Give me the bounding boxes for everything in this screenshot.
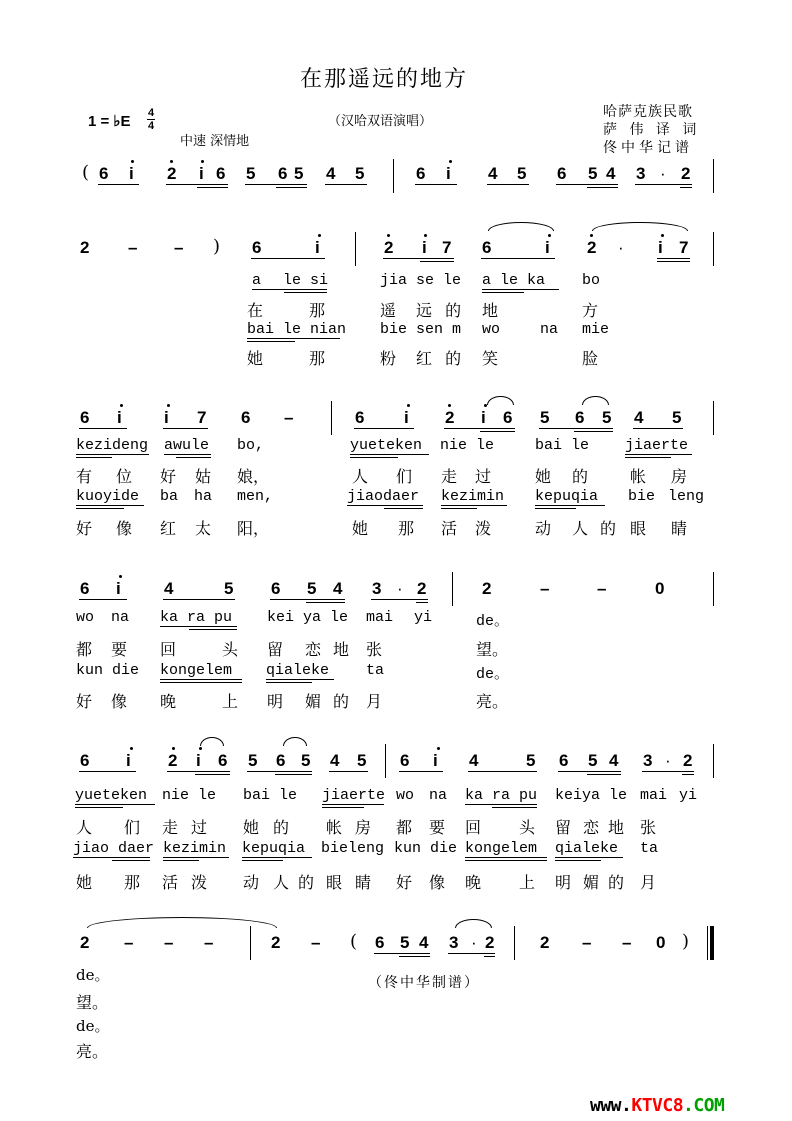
dash: – [311, 933, 321, 952]
lyric: awule [164, 437, 210, 454]
time-sig-top: 4 [147, 107, 155, 119]
lyric: bie sen m [380, 321, 462, 338]
dash: – [204, 933, 214, 952]
note: i [446, 164, 451, 183]
note: 6 [355, 408, 365, 427]
lyric-cn: 粉 [380, 349, 397, 368]
lyric-cn: 的 [572, 467, 589, 486]
note: 5 [357, 751, 367, 770]
lyric-cn: 人 [352, 467, 369, 486]
lyric-cn: 眼 [326, 873, 343, 892]
lyric: jiaerte [322, 787, 386, 804]
time-signature [147, 108, 155, 131]
lyric-cn: 晚 [465, 873, 482, 892]
lyric-cn: 留 [555, 818, 572, 837]
lyric: ka ra pu [160, 609, 233, 626]
lyric: kepuqia [242, 840, 306, 857]
note: 6 [375, 933, 385, 952]
note: 6 [503, 408, 513, 427]
subtitle: （汉哈双语演唱） [328, 114, 433, 129]
lyric-cn: 房 [355, 818, 372, 837]
tempo-marking: 中速 深情地 [180, 134, 250, 149]
lyric: ka ra pu [465, 787, 538, 804]
lyric-cn: 地 [333, 640, 350, 659]
lyric: ba [160, 488, 179, 505]
lyric: kuoyide [76, 488, 140, 505]
note: 5 [307, 579, 317, 598]
lyric-cn: 帐 [630, 467, 647, 486]
lyric-cn: 张 [366, 640, 383, 659]
lyric-cn: 亮。 [76, 1042, 109, 1061]
note: i [545, 238, 550, 257]
lyric-cn: 好 [76, 519, 93, 538]
open-paren: ( [350, 931, 358, 952]
lyric-cn: 回 [160, 640, 177, 659]
note: 4 [333, 579, 343, 598]
lyric-cn: 那 [309, 301, 326, 320]
lyric-cn: 的 [600, 519, 617, 538]
lyric: a le ka [482, 272, 546, 289]
lyric: kongelem [160, 662, 233, 679]
note: i [404, 408, 409, 427]
lyric-cn: 有 [76, 467, 93, 486]
lyric-cn: 都 [396, 818, 413, 837]
note: 6 [216, 164, 226, 183]
dash: – [124, 933, 134, 952]
lyric: de。 [76, 1017, 110, 1035]
lyric-cn: 帐 [326, 818, 343, 837]
note: 4 [634, 408, 644, 427]
credit-origin: 哈萨克族民歌 [603, 104, 693, 120]
lyric-cn: 眼 [630, 519, 647, 538]
lyric: bo [582, 272, 601, 289]
lyric-cn: 睛 [671, 519, 688, 538]
note: 7 [197, 408, 207, 427]
lyric: na [111, 609, 130, 626]
note: i [117, 408, 122, 427]
note: i [129, 164, 134, 183]
note: 6 [80, 579, 90, 598]
note: i [315, 238, 320, 257]
credit-lyrics: 萨 伟 译 词 [603, 122, 701, 138]
lyric: bo, [237, 437, 265, 454]
lyric-cn: 亮。 [476, 692, 509, 711]
lyric-cn: 那 [124, 873, 141, 892]
note: 2 [540, 933, 550, 952]
score-maker-credit: （佟中华制谱） [368, 975, 480, 991]
note: 4 [164, 579, 174, 598]
watermark-www: www. [590, 1095, 632, 1116]
lyric-cn: 红 的 [416, 349, 466, 368]
note: 5 [672, 408, 682, 427]
lyric-cn: 她 [352, 519, 369, 538]
note: 6 [99, 164, 109, 183]
lyric-cn: 上 [222, 692, 239, 711]
credits [603, 103, 700, 157]
dot-mark: · [397, 579, 403, 598]
note: i [164, 408, 169, 427]
dash: – [174, 238, 184, 257]
lyric-cn: 动 [535, 519, 552, 538]
note: i [433, 751, 438, 770]
lyric-cn: 动 [243, 873, 260, 892]
lyric: kezimin [163, 840, 227, 857]
lyric: qialeke [555, 840, 619, 857]
lyric: jiaodaer [347, 488, 420, 505]
lyric: ha [194, 488, 213, 505]
lyric-cn: 像 [116, 519, 133, 538]
note: 5 [246, 164, 256, 183]
watermark-com: .COM [683, 1095, 725, 1116]
note: 7 [679, 238, 689, 257]
note: 2 [681, 164, 691, 183]
note: 5 [400, 933, 410, 952]
lyric: kezideng [76, 437, 149, 454]
lyric: mai [366, 609, 394, 626]
dash: – [540, 579, 550, 598]
note: i [422, 238, 427, 257]
lyric-cn: 地 [482, 301, 499, 320]
lyric: bieleng [321, 840, 385, 857]
note: 2 [80, 933, 90, 952]
dash: – [622, 933, 632, 952]
note: 2 [168, 751, 178, 770]
lyric: jia se le [380, 272, 462, 289]
lyric-cn: 们 [396, 467, 413, 486]
lyric-cn: 泼 [191, 873, 208, 892]
lyric: mie [582, 321, 610, 338]
lyric: a [252, 272, 262, 289]
lyric-cn: 像 [429, 873, 446, 892]
lyric: bai le nian [247, 321, 347, 338]
lyric-cn: 太 [195, 519, 212, 538]
lyric-cn: 过 [475, 467, 492, 486]
note: 2 [417, 579, 427, 598]
lyric: jiao daer [73, 840, 155, 857]
note: 6 [241, 408, 251, 427]
note: 5 [588, 751, 598, 770]
credit-transcriber: 佟中华记谱 [603, 140, 693, 156]
lyric: nie le [440, 437, 495, 454]
note: 4 [606, 164, 616, 183]
note: 6 [80, 751, 90, 770]
lyric-cn: 媚 [305, 692, 322, 711]
lyric-cn: 回 [465, 818, 482, 837]
lyric: mai [640, 787, 668, 804]
rest: 0 [655, 579, 665, 598]
lyric: leng [668, 488, 705, 505]
note: 6 [271, 579, 281, 598]
lyric: men, [237, 488, 274, 505]
close-paren: ) [213, 236, 221, 257]
note: 3 [643, 751, 653, 770]
lyric-cn: 都 [76, 640, 93, 659]
note: 5 [224, 579, 234, 598]
lyric-cn: 好 [76, 692, 93, 711]
note: 6 [482, 238, 492, 257]
lyric: na [540, 321, 559, 338]
lyric-cn: 睛 [355, 873, 372, 892]
note: 5 [602, 408, 612, 427]
lyric-cn: 走 [162, 818, 179, 837]
lyric: de。 [476, 613, 510, 630]
note: 6 [276, 751, 286, 770]
time-sig-bottom: 4 [147, 120, 155, 132]
lyric: wo [76, 609, 95, 626]
lyric-cn: 头 [222, 640, 239, 659]
lyric-cn: 像 [111, 692, 128, 711]
lyric-cn: 她 [76, 873, 93, 892]
lyric: yi [414, 609, 433, 626]
note: 2 [587, 238, 597, 257]
lyric-cn: 她 [247, 349, 264, 368]
lyric: kun die [76, 662, 140, 679]
note: 6 [575, 408, 585, 427]
lyric-cn: 明 [267, 692, 284, 711]
lyric-cn: 张 [640, 818, 657, 837]
lyric: na [429, 787, 448, 804]
note: 2 [271, 933, 281, 952]
lyric-cn: 恋 [583, 818, 600, 837]
lyric: wo [482, 321, 501, 338]
note: 3 [372, 579, 382, 598]
note: 4 [488, 164, 498, 183]
lyric-cn: 活 [441, 519, 458, 538]
lyric-cn: 的 [298, 873, 315, 892]
dot-mark: · [660, 164, 666, 183]
lyric-cn: 房 [671, 467, 688, 486]
note: 6 [557, 164, 567, 183]
note: 2 [485, 933, 495, 952]
note: 5 [294, 164, 304, 183]
lyric: keiya le [555, 787, 628, 804]
lyric: kepuqia [535, 488, 599, 505]
lyric-cn: 那 [398, 519, 415, 538]
lyric-cn: 们 [124, 818, 141, 837]
note: 3 [636, 164, 646, 183]
lyric-cn: 月 [366, 692, 383, 711]
lyric-cn: 晚 [160, 692, 177, 711]
page-title: 在那遥远的地方 [300, 67, 469, 92]
lyric: kun die [394, 840, 458, 857]
note: 6 [80, 408, 90, 427]
note: 2 [445, 408, 455, 427]
lyric-cn: 人 [76, 818, 93, 837]
lyric-cn: 的 [333, 692, 350, 711]
lyric: kezimin [441, 488, 505, 505]
lyric: bie [628, 488, 656, 505]
lyric-cn: 要 [429, 818, 446, 837]
lyric: jiaerte [625, 437, 689, 454]
note: 5 [526, 751, 536, 770]
lyric: kei ya le [267, 609, 349, 626]
lyric: nie le [162, 787, 217, 804]
lyric-cn: 遥 [380, 301, 397, 320]
final-barline-thin [707, 926, 708, 960]
lyric: kongelem [465, 840, 538, 857]
note: i [116, 579, 121, 598]
note: 4 [419, 933, 429, 952]
lyric-cn: 远 的 [416, 301, 466, 320]
note: 5 [588, 164, 598, 183]
lyric-cn: 头 [519, 818, 536, 837]
note: 4 [469, 751, 479, 770]
lyric-cn: 那 [309, 349, 326, 368]
note: i [126, 751, 131, 770]
lyric: de。 [76, 966, 110, 984]
lyric-cn: 活 [162, 873, 179, 892]
lyric-cn: 媚 [583, 873, 600, 892]
lyric: yueteken [350, 437, 423, 454]
lyric-cn: 在 [247, 301, 264, 320]
watermark-brand: KTVC8 [631, 1095, 684, 1116]
lyric-cn: 她 [243, 818, 260, 837]
open-paren: ( [82, 162, 90, 183]
note: 2 [482, 579, 492, 598]
lyric: yi [679, 787, 698, 804]
rest: 0 [656, 933, 666, 952]
note: 6 [416, 164, 426, 183]
note: i [481, 408, 486, 427]
lyric-cn: 人 [572, 519, 589, 538]
lyric-cn: 好 [160, 467, 177, 486]
lyric: bai le [243, 787, 298, 804]
lyric-cn: 望。 [476, 640, 509, 659]
note: 7 [442, 238, 452, 257]
lyric-cn: 好 [396, 873, 413, 892]
note: 2 [167, 164, 177, 183]
lyric: bai le [535, 437, 590, 454]
lyric-cn: 脸 [582, 349, 599, 368]
lyric-cn: 月 [640, 873, 657, 892]
note: 6 [218, 751, 228, 770]
note: 2 [384, 238, 394, 257]
close-paren: ) [682, 931, 690, 952]
lyric-cn: 地 [608, 818, 625, 837]
lyric: qialeke [266, 662, 330, 679]
note: 6 [400, 751, 410, 770]
note: 3 [449, 933, 459, 952]
note: i [196, 751, 201, 770]
lyric: ta [640, 840, 659, 857]
dash: – [284, 408, 294, 427]
dot-mark: · [665, 751, 671, 770]
lyric-cn: 过 [191, 818, 208, 837]
final-barline-thick [710, 926, 714, 960]
dash: – [128, 238, 138, 257]
note: i [199, 164, 204, 183]
dash: – [582, 933, 592, 952]
note: 5 [355, 164, 365, 183]
lyric: ta [366, 662, 385, 679]
lyric-cn: 上 [519, 873, 536, 892]
dot-mark: · [618, 238, 624, 257]
dash: – [597, 579, 607, 598]
key-label: 1 = ♭E [88, 113, 131, 130]
note: 2 [80, 238, 90, 257]
lyric-cn: 的 [608, 873, 625, 892]
lyric-cn: 位 [116, 467, 133, 486]
lyric: le si [283, 272, 329, 289]
note: 4 [326, 164, 336, 183]
note: 6 [559, 751, 569, 770]
lyric-cn: 恋 [305, 640, 322, 659]
lyric-cn: 姑 [195, 467, 212, 486]
lyric: de。 [476, 666, 510, 683]
watermark [590, 1095, 724, 1116]
lyric-cn: 娘， [237, 467, 270, 486]
lyric-cn: 要 [111, 640, 128, 659]
lyric-cn: 望。 [76, 993, 109, 1012]
key-signature [88, 112, 131, 130]
note: 6 [252, 238, 262, 257]
lyric: wo [396, 787, 415, 804]
note: 5 [301, 751, 311, 770]
lyric-cn: 阳， [237, 519, 270, 538]
lyric-cn: 她 [535, 467, 552, 486]
note: 4 [609, 751, 619, 770]
lyric-cn: 方 [582, 301, 599, 320]
note: 5 [248, 751, 258, 770]
lyric-cn: 笑 [482, 349, 499, 368]
lyric: yueteken [75, 787, 148, 804]
lyric-cn: 明 [555, 873, 572, 892]
lyric-cn: 人 [273, 873, 290, 892]
note: 2 [683, 751, 693, 770]
note: 4 [330, 751, 340, 770]
note: 5 [517, 164, 527, 183]
lyric-cn: 的 [273, 818, 290, 837]
dash: – [164, 933, 174, 952]
lyric-cn: 留 [267, 640, 284, 659]
dot-mark: · [471, 933, 477, 952]
note: 5 [540, 408, 550, 427]
lyric-cn: 泼 [475, 519, 492, 538]
note: i [658, 238, 663, 257]
lyric-cn: 红 [160, 519, 177, 538]
lyric-cn: 走 [441, 467, 458, 486]
note: 6 [278, 164, 288, 183]
